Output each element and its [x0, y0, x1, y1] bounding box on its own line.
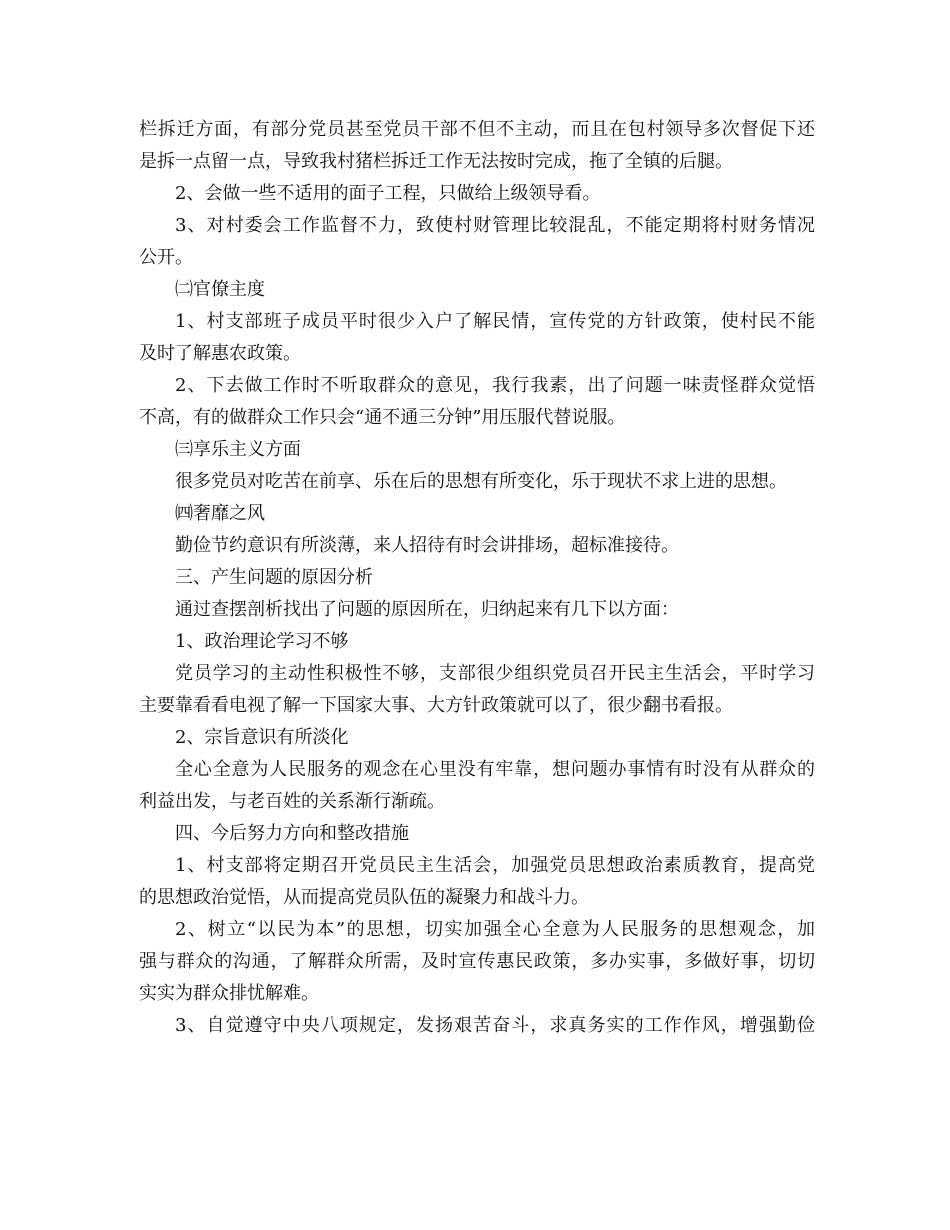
- text-line: 利益出发，与老百姓的关系渐行渐疏。: [139, 791, 445, 812]
- text-line: 3、自觉遵守中央八项规定，发扬艰苦奋斗，求真务实的工作作风，增强勤俭: [175, 1015, 815, 1036]
- text-line: 3、对村委会工作监督不力，致使村财管理比较混乱，不能定期将村财务情况: [175, 215, 815, 236]
- text-line: 主要靠看看电视了解一下国家大事、大方针政策就可以了，很少翻书看报。: [139, 695, 733, 716]
- text-line: ㈣奢靡之风: [175, 503, 265, 524]
- text-line: 1、村支部将定期召开党员民主生活会，加强党员思想政治素质教育，提高党: [175, 855, 815, 876]
- text-line: 实实为群众排忧解难。: [139, 983, 319, 1004]
- text-line: 2、下去做工作时不听取群众的意见，我行我素，出了问题一味责怪群众觉悟: [175, 375, 815, 396]
- text-line: 是拆一点留一点，导致我村猪栏拆迁工作无法按时完成，拖了全镇的后腿。: [139, 151, 733, 172]
- text-line: 2、会做一些不适用的面子工程，只做给上级领导看。: [175, 183, 601, 204]
- text-line: 四、今后努力方向和整改措施: [175, 823, 409, 844]
- text-line: 的思想政治觉悟，从而提高党员队伍的凝聚力和战斗力。: [139, 887, 589, 908]
- text-line: ㈢享乐主义方面: [175, 439, 301, 460]
- text-line: 1、政治理论学习不够: [175, 631, 349, 652]
- text-line: ㈡官僚主度: [175, 279, 265, 300]
- text-line: 栏拆迁方面，有部分党员甚至党员干部不但不主动，而且在包村领导多次督促下还: [139, 119, 815, 140]
- text-line: 党员学习的主动性积极性不够，支部很少组织党员召开民主生活会，平时学习: [175, 663, 815, 684]
- text-line: 1、村支部班子成员平时很少入户了解民情，宣传党的方针政策，使村民不能: [175, 311, 815, 332]
- text-line: 2、宗旨意识有所淡化: [175, 727, 349, 748]
- text-line: 及时了解惠农政策。: [139, 343, 301, 364]
- text-line: 公开。: [139, 247, 193, 268]
- text-line: 勤俭节约意识有所淡薄，来人招待有时会讲排场，超标准接待。: [175, 535, 679, 556]
- text-line: 不高，有的做群众工作只会“通不通三分钟”用压服代替说服。: [139, 407, 626, 428]
- text-line: 三、产生问题的原因分析: [175, 567, 373, 588]
- text-line: 通过查摆剖析找出了问题的原因所在，归纳起来有几下以方面：: [175, 599, 679, 620]
- text-line: 强与群众的沟通，了解群众所需，及时宣传惠民政策，多办实事，多做好事，切切: [139, 951, 815, 972]
- text-line: 2、树立“以民为本”的思想，切实加强全心全意为人民服务的思想观念，加: [175, 919, 815, 940]
- text-line: 很多党员对吃苦在前享、乐在后的思想有所变化，乐于现状不求上进的思想。: [175, 471, 787, 492]
- text-line: 全心全意为人民服务的观念在心里没有牢靠，想问题办事情有时没有从群众的: [175, 759, 815, 780]
- document-body: [139, 114, 815, 1042]
